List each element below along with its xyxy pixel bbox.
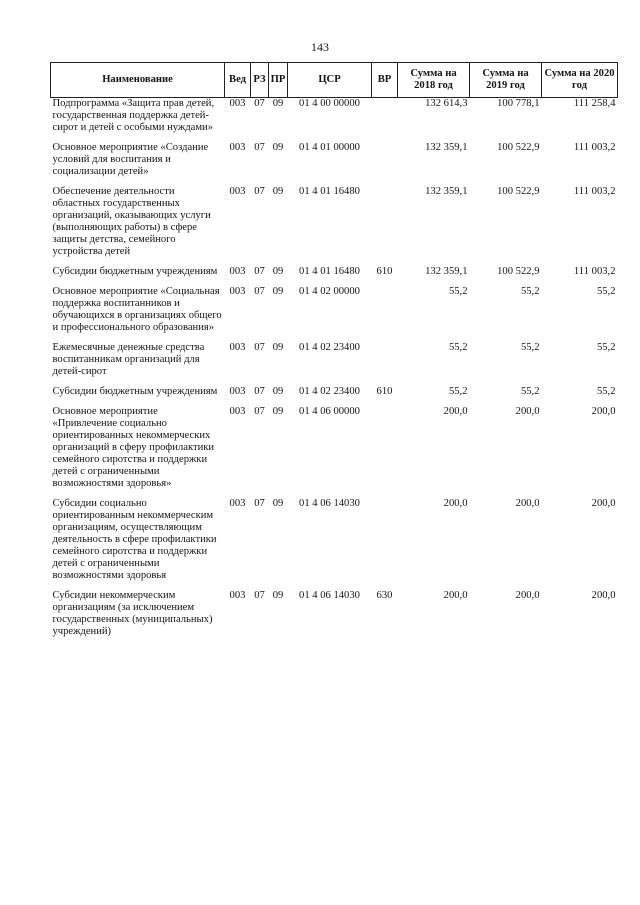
- row-sum-2019: 55,2: [520, 386, 540, 397]
- table-row: [51, 142, 618, 186]
- row-sum-2020: 111 003,2: [573, 186, 616, 197]
- row-name: Субсидии социально ориентированным некоммерческим организациям, осуществляющим деятельность в сфере профилактики семейного сиротства и поддержки детей с ограниченными возможностями здоровья: [52, 498, 217, 581]
- row-sum-2020: 111 003,2: [573, 266, 616, 277]
- header-vr: ВР: [372, 63, 398, 98]
- row-sum-2020: 200,0: [591, 590, 616, 601]
- row-name: Субсидии бюджетным учреждениям: [52, 266, 218, 277]
- row-vr: [372, 498, 398, 590]
- row-sum-2018: 200,0: [443, 590, 468, 601]
- table-row: [51, 266, 618, 286]
- row-vr: [372, 98, 398, 143]
- row-sum-2019: 200,0: [515, 498, 540, 509]
- row-pr: 09: [272, 590, 284, 601]
- row-ved: 003: [229, 498, 246, 509]
- row-vr: [372, 142, 398, 186]
- row-rz: 07: [254, 142, 265, 153]
- header-rz: РЗ: [251, 63, 269, 98]
- row-vr: 610: [376, 386, 393, 397]
- row-pr: 09: [272, 98, 284, 109]
- row-sum-2018: 132 359,1: [425, 142, 468, 153]
- row-vr: 610: [376, 266, 393, 277]
- row-csr: 01 4 01 16480: [299, 266, 360, 277]
- header-sum-2019: Сумма на 2019 год: [470, 63, 542, 98]
- row-name: Подпрограмма «Защита прав детей, государственная поддержка детей-сирот и детей с особыми нуждами»: [52, 98, 215, 133]
- row-name: Субсидии бюджетным учреждениям: [52, 386, 218, 397]
- row-csr: 01 4 06 14030: [299, 590, 360, 601]
- table-row: [51, 186, 618, 266]
- row-pr: 09: [272, 186, 284, 197]
- page-number: 143: [311, 40, 329, 54]
- table-row: [51, 98, 618, 143]
- header-name: Наименование: [51, 63, 225, 98]
- row-name: Основное мероприятие «Создание условий для воспитания и социализации детей»: [52, 142, 209, 177]
- row-sum-2019: 100 522,9: [497, 186, 540, 197]
- row-csr: 01 4 00 00000: [299, 98, 360, 109]
- row-sum-2019: 55,2: [520, 286, 540, 297]
- row-vr: [372, 286, 398, 342]
- row-name: Ежемесячные денежные средства воспитанникам организаций для детей-сирот: [52, 342, 205, 377]
- row-sum-2020: 55,2: [596, 386, 616, 397]
- row-rz: 07: [254, 406, 265, 417]
- row-name: Основное мероприятие «Социальная поддержка воспитанников и обучающихся в организациях общего и профессионального образования»: [52, 286, 222, 333]
- row-csr: 01 4 01 00000: [299, 142, 360, 153]
- header-sum-2020: Сумма на 2020 год: [542, 63, 618, 98]
- row-sum-2020: 200,0: [591, 406, 616, 417]
- row-rz: 07: [254, 98, 265, 109]
- row-sum-2018: 55,2: [448, 342, 468, 353]
- row-pr: 09: [272, 406, 284, 417]
- row-rz: 07: [254, 342, 265, 353]
- row-csr: 01 4 02 00000: [299, 286, 360, 297]
- row-pr: 09: [272, 286, 284, 297]
- table-row: [51, 590, 618, 646]
- budget-table: [50, 62, 618, 646]
- row-vr: [372, 186, 398, 266]
- table-row: [51, 342, 618, 386]
- header-csr: ЦСР: [288, 63, 372, 98]
- row-pr: 09: [272, 266, 284, 277]
- row-rz: 07: [254, 286, 265, 297]
- row-ved: 003: [229, 142, 246, 153]
- row-sum-2019: 200,0: [515, 406, 540, 417]
- row-pr: 09: [272, 142, 284, 153]
- row-rz: 07: [254, 498, 265, 509]
- header-pr: ПР: [269, 63, 288, 98]
- row-rz: 07: [254, 186, 265, 197]
- row-ved: 003: [229, 406, 246, 417]
- row-pr: 09: [272, 386, 284, 397]
- row-sum-2018: 132 359,1: [425, 266, 468, 277]
- header-sum-2018: Сумма на 2018 год: [398, 63, 470, 98]
- row-ved: 003: [229, 342, 246, 353]
- row-sum-2019: 100 778,1: [497, 98, 540, 109]
- row-name: Основное мероприятие «Привлечение социально ориентированных некоммерческих организаций в сферу профилактики семейного сиротства и поддержки детей с ограниченными возможностями здоровья»: [52, 406, 215, 489]
- row-sum-2018: 132 359,1: [425, 186, 468, 197]
- table-row: [51, 498, 618, 590]
- row-sum-2018: 132 614,3: [425, 98, 468, 109]
- row-ved: 003: [229, 266, 246, 277]
- row-sum-2018: 55,2: [448, 386, 468, 397]
- table-row: [51, 286, 618, 342]
- row-ved: 003: [229, 186, 246, 197]
- row-sum-2018: 200,0: [443, 406, 468, 417]
- row-ved: 003: [229, 590, 246, 601]
- row-sum-2019: 100 522,9: [497, 142, 540, 153]
- row-vr: [372, 342, 398, 386]
- header-ved: Вед: [225, 63, 251, 98]
- row-csr: 01 4 01 16480: [299, 186, 360, 197]
- row-sum-2018: 200,0: [443, 498, 468, 509]
- table-header-row: [51, 63, 618, 98]
- row-csr: 01 4 02 23400: [299, 342, 360, 353]
- row-sum-2020: 55,2: [596, 286, 616, 297]
- row-rz: 07: [254, 386, 265, 397]
- row-sum-2020: 200,0: [591, 498, 616, 509]
- row-name: Обеспечение деятельности областных государственных организаций, оказывающих услуги (выполняющих работы) в сфере защиты детства, семейного устройства детей: [52, 186, 211, 257]
- row-ved: 003: [229, 286, 246, 297]
- row-csr: 01 4 02 23400: [299, 386, 360, 397]
- row-ved: 003: [229, 98, 246, 109]
- table-row: [51, 386, 618, 406]
- table-row: [51, 406, 618, 498]
- row-sum-2019: 100 522,9: [497, 266, 540, 277]
- row-pr: 09: [272, 342, 284, 353]
- row-rz: 07: [254, 266, 265, 277]
- row-sum-2020: 111 258,4: [573, 98, 616, 109]
- row-name: Субсидии некоммерческим организациям (за исключением государственных (муниципальных) учреждений): [52, 590, 213, 637]
- row-rz: 07: [254, 590, 265, 601]
- row-sum-2020: 55,2: [596, 342, 616, 353]
- row-sum-2019: 55,2: [520, 342, 540, 353]
- row-pr: 09: [272, 498, 284, 509]
- row-sum-2018: 55,2: [448, 286, 468, 297]
- row-csr: 01 4 06 14030: [299, 498, 360, 509]
- row-ved: 003: [229, 386, 246, 397]
- row-sum-2019: 200,0: [515, 590, 540, 601]
- row-sum-2020: 111 003,2: [573, 142, 616, 153]
- row-vr: [372, 406, 398, 498]
- row-vr: 630: [376, 590, 393, 601]
- row-csr: 01 4 06 00000: [299, 406, 360, 417]
